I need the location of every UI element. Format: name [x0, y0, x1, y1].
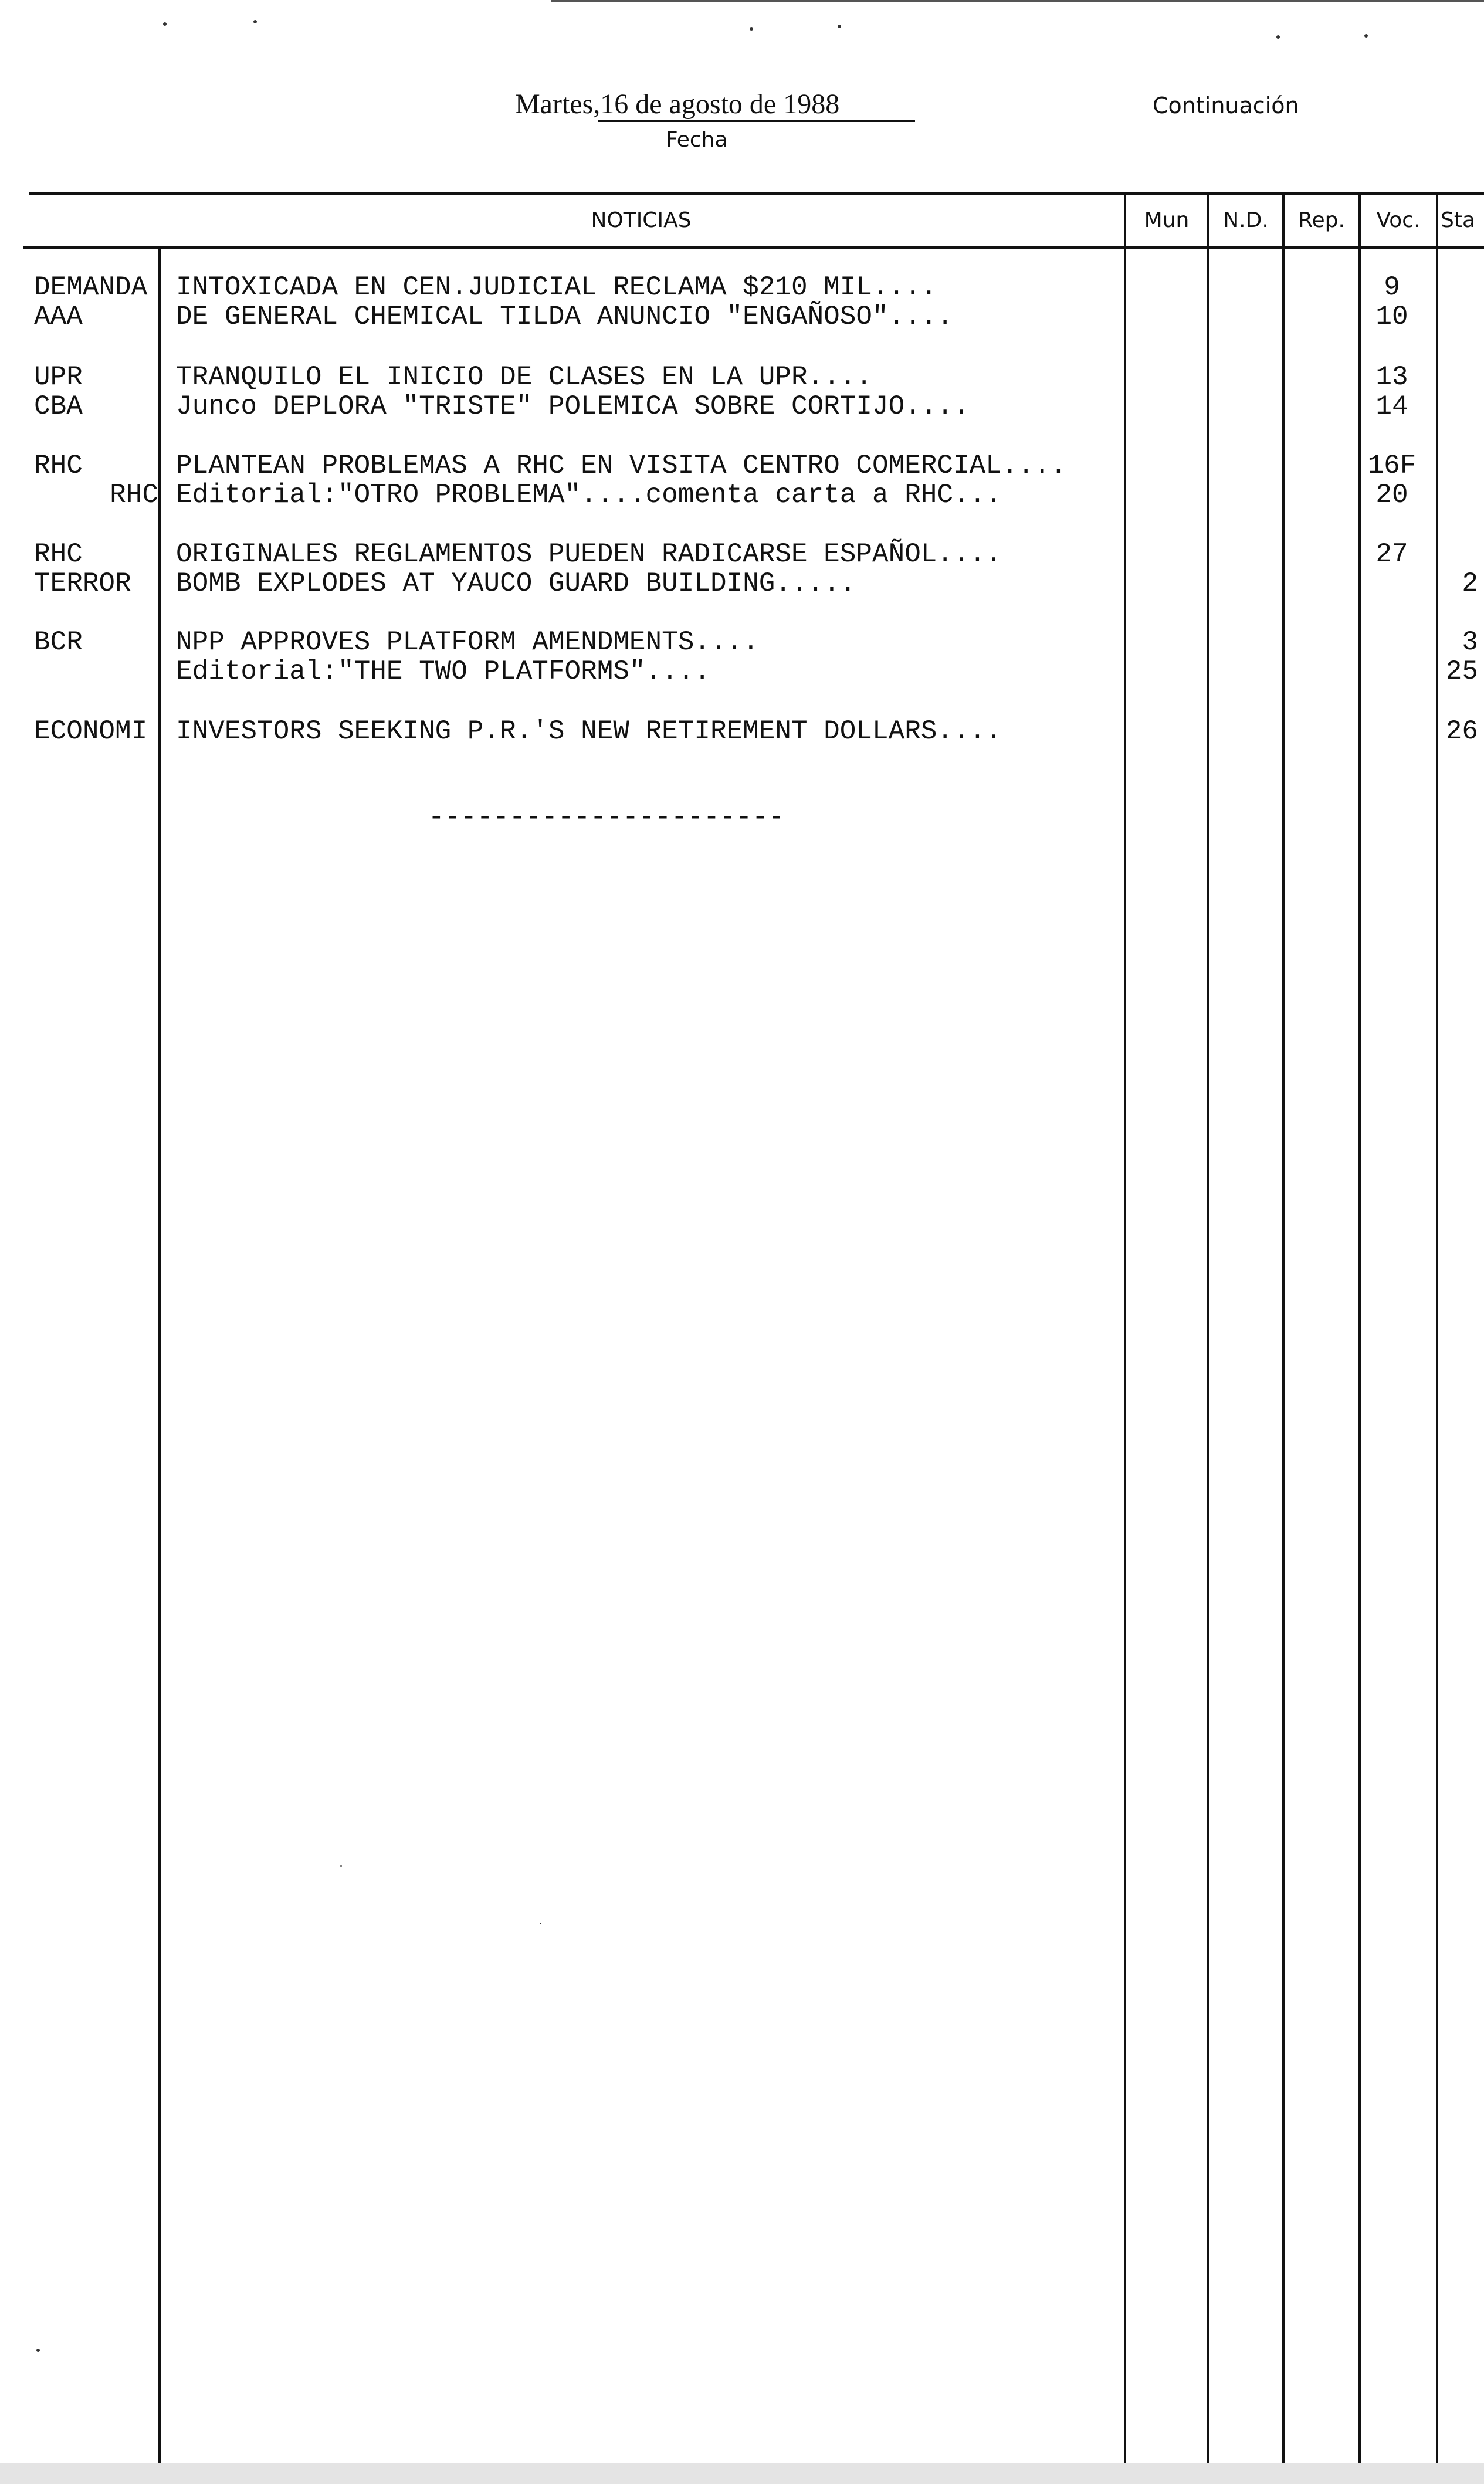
top-edge-line — [551, 0, 1484, 2]
row-voc-page — [1360, 657, 1424, 686]
row-voc-page — [1360, 569, 1424, 598]
row-category: UPR — [34, 362, 83, 392]
scan-speck — [253, 20, 257, 23]
row-headline: Editorial:"THE TWO PLATFORMS".... — [176, 656, 710, 687]
mun-header: Mun — [1144, 208, 1190, 232]
scan-speck — [163, 22, 167, 26]
scan-speck — [1276, 35, 1280, 39]
row-headline: INTOXICADA EN CEN.JUDICIAL RECLAMA $210 MIL.... — [176, 272, 937, 303]
scan-speck — [36, 2349, 40, 2352]
row-category: DEMANDA — [34, 272, 148, 303]
row-sta-page: 3 — [1462, 627, 1478, 658]
row-headline: PLANTEAN PROBLEMAS A RHC EN VISITA CENTRO COMERCIAL.... — [176, 450, 1067, 481]
nd-divider — [1207, 194, 1209, 2475]
row-sta-page — [1425, 480, 1478, 510]
row-headline: Junco DEPLORA "TRISTE" POLEMICA SOBRE CORTIJO.... — [176, 391, 970, 422]
row-category: BCR — [34, 627, 83, 658]
date-label: Fecha — [666, 128, 728, 152]
row-category: AAA — [34, 301, 83, 332]
row-voc-page — [1360, 717, 1424, 746]
row-headline: INVESTORS SEEKING P.R.'S NEW RETIREMENT DOLLARS.... — [176, 716, 1002, 747]
row-category: RHC — [110, 480, 158, 510]
date-text: Martes,16 de agosto de 1988 — [515, 89, 840, 120]
row-headline: NPP APPROVES PLATFORM AMENDMENTS.... — [176, 627, 759, 658]
row-sta-page — [1425, 451, 1478, 480]
row-voc-page — [1360, 628, 1424, 657]
row-sta-page: 26 — [1445, 716, 1478, 747]
row-voc-page: 13 — [1375, 362, 1408, 392]
mun-divider — [1124, 194, 1126, 2475]
row-sta-page — [1425, 540, 1478, 569]
header-top-rule — [29, 192, 1484, 195]
row-sta-page — [1425, 392, 1478, 421]
row-voc-page: 27 — [1375, 539, 1408, 570]
row-headline: TRANQUILO EL INICIO DE CLASES EN LA UPR.... — [176, 362, 872, 392]
scan-speck — [750, 27, 753, 31]
row-voc-page: 20 — [1375, 480, 1408, 510]
row-sta-page: 2 — [1462, 568, 1478, 599]
end-separator: ---------------------- — [428, 802, 785, 833]
row-category: TERROR — [34, 568, 131, 599]
row-category: RHC — [34, 450, 83, 481]
row-category: ECONOMI — [34, 716, 148, 747]
header-bottom-rule — [23, 246, 1484, 249]
scan-speck — [1364, 34, 1368, 38]
row-voc-page: 16F — [1367, 450, 1417, 481]
noticias-header: NOTICIAS — [591, 208, 692, 232]
row-category: RHC — [34, 539, 83, 570]
row-sta-page — [1425, 362, 1478, 392]
sta-divider — [1436, 194, 1438, 2475]
row-category: CBA — [34, 391, 83, 422]
row-voc-page: 14 — [1375, 391, 1408, 422]
sta-header: Sta — [1441, 208, 1476, 232]
row-voc-page: 9 — [1384, 272, 1400, 303]
row-headline: Editorial:"OTRO PROBLEMA"....comenta carta a RHC... — [176, 480, 1002, 510]
rep-divider — [1282, 194, 1285, 2475]
voc-header: Voc. — [1376, 208, 1421, 232]
row-sta-page — [1425, 273, 1478, 302]
row-headline: ORIGINALES REGLAMENTOS PUEDEN RADICARSE ESPAÑOL.... — [176, 539, 1002, 570]
row-headline: BOMB EXPLODES AT YAUCO GUARD BUILDING..... — [176, 568, 856, 599]
scan-speck — [838, 25, 841, 28]
row-headline: DE GENERAL CHEMICAL TILDA ANUNCIO "ENGAÑOSO".... — [176, 301, 954, 332]
scan-speck — [540, 1923, 541, 1924]
scan-bottom-shade — [0, 2463, 1484, 2484]
continuation-label: Continuación — [1153, 93, 1299, 118]
scan-speck — [340, 1865, 342, 1867]
nd-header: N.D. — [1223, 208, 1269, 232]
row-sta-page: 25 — [1445, 656, 1478, 687]
row-sta-page — [1425, 302, 1478, 331]
voc-divider — [1358, 194, 1361, 2475]
row-voc-page: 10 — [1375, 301, 1408, 332]
rep-header: Rep. — [1298, 208, 1345, 232]
date-underline — [598, 120, 915, 122]
category-divider — [158, 248, 161, 2476]
